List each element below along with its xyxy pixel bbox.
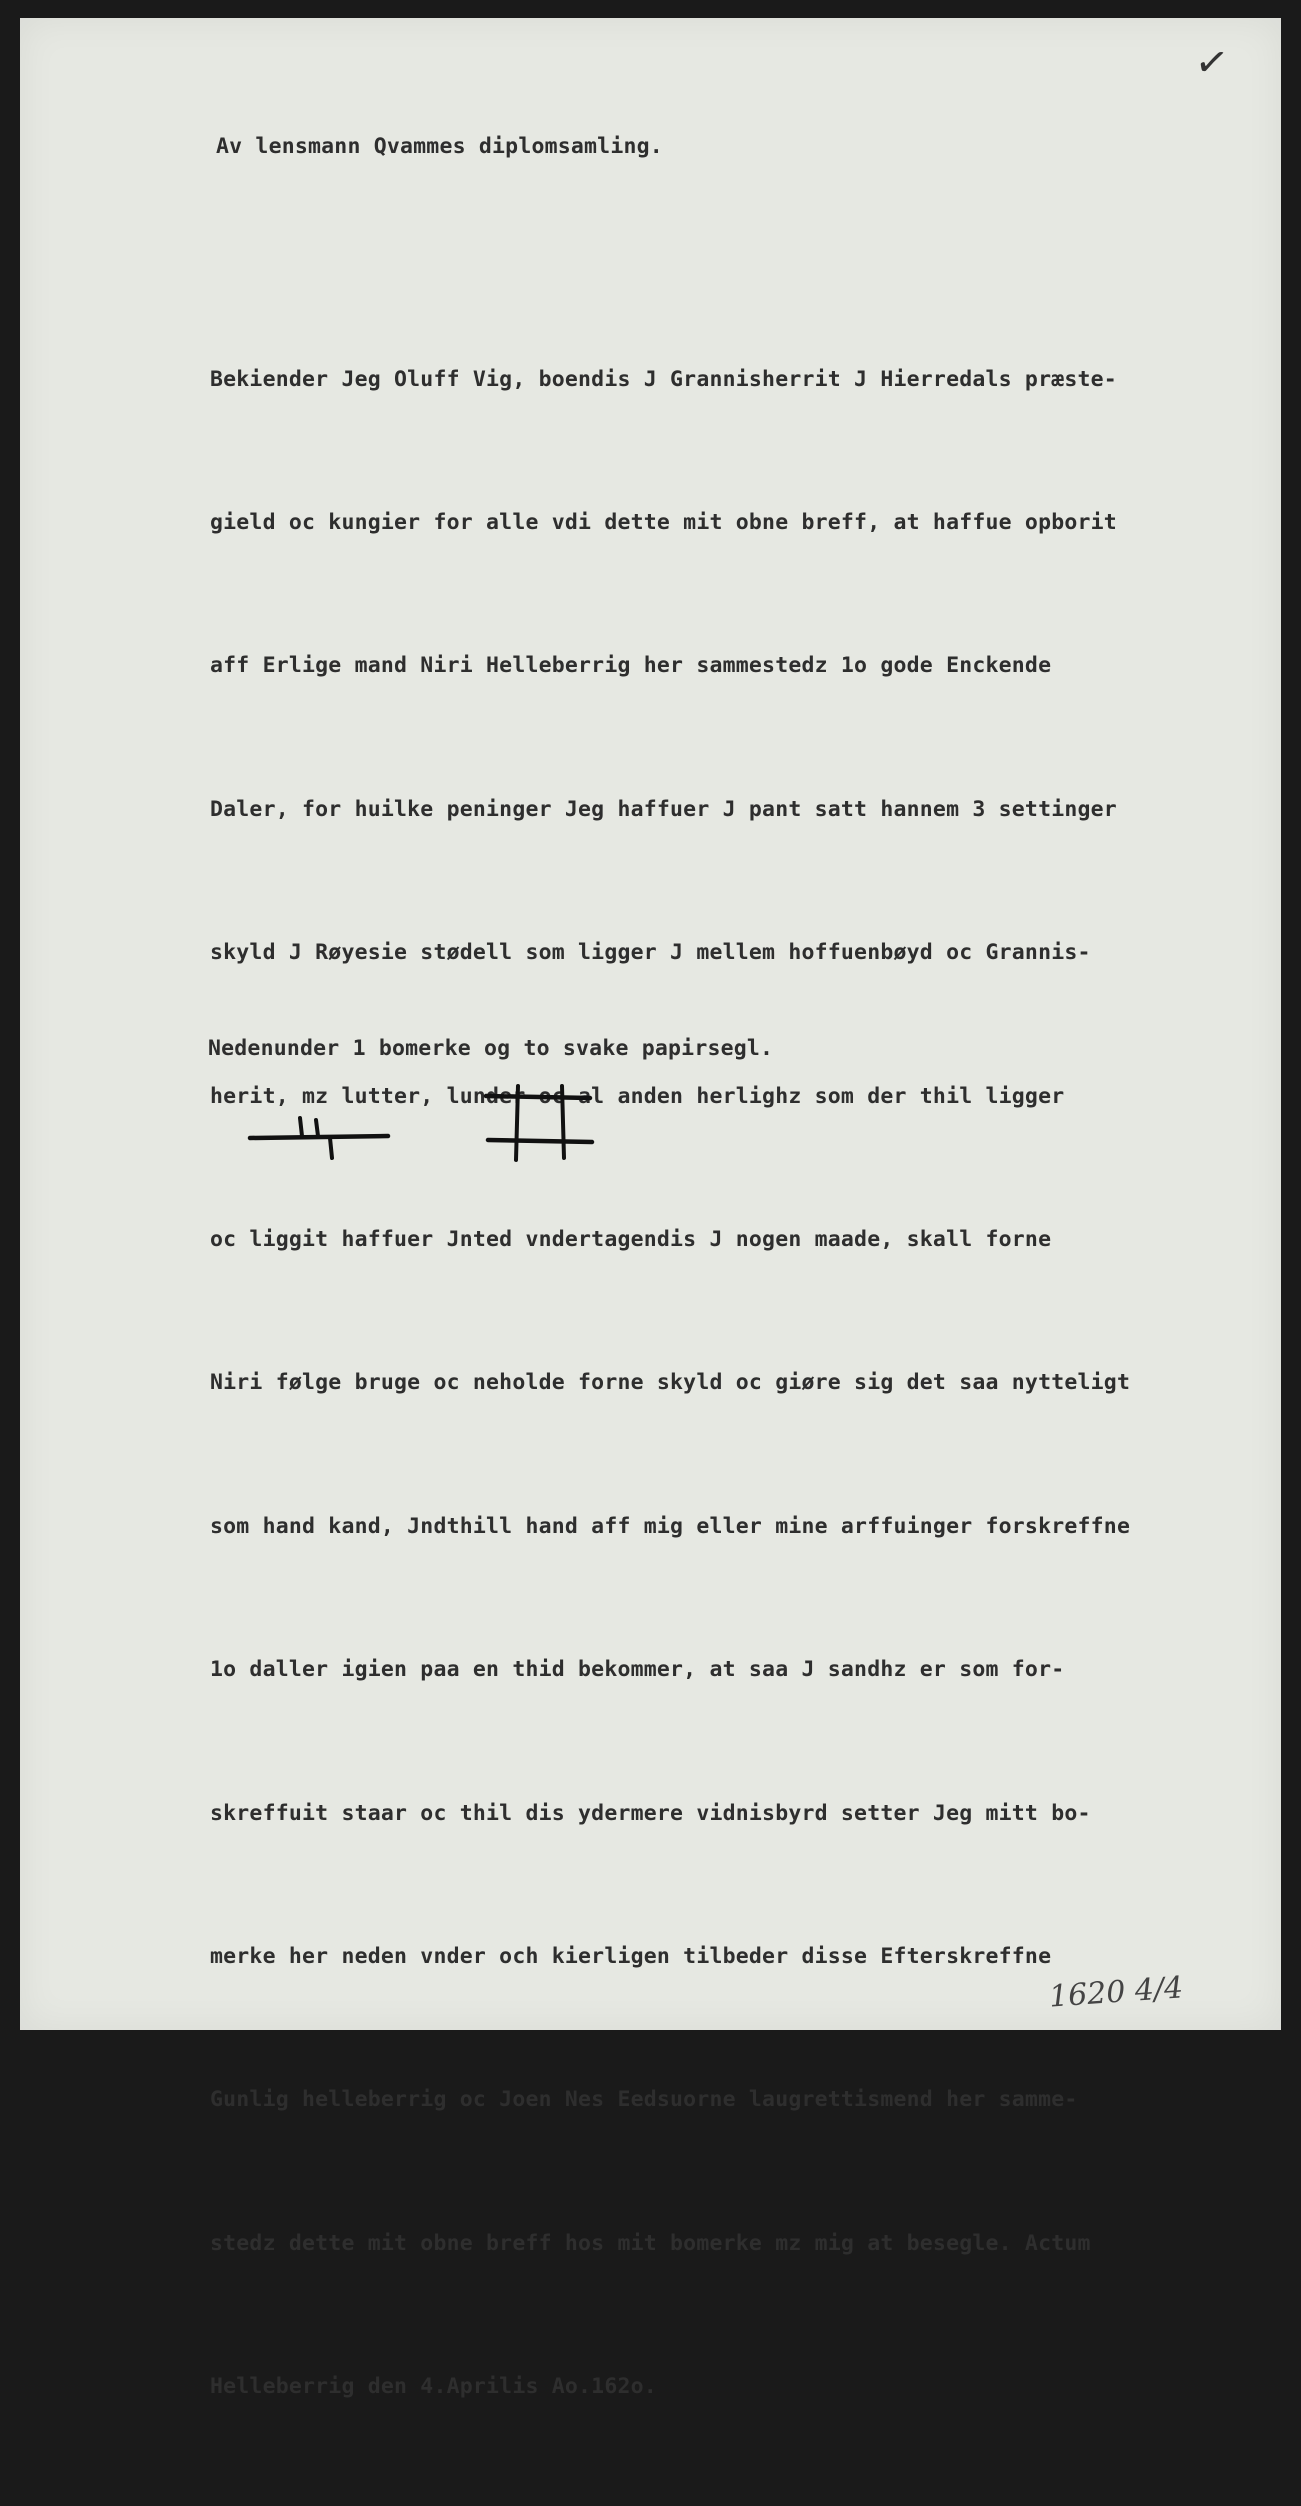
checkmark-annotation: ✓ bbox=[1192, 37, 1233, 89]
letter-line: Bekiender Jeg Oluff Vig, boendis J Grannisherrit J Hierredals præste- bbox=[210, 366, 1117, 392]
letter-line: gield oc kungier for alle vdi dette mit obne breff, at haffue opborit bbox=[210, 509, 1117, 535]
house-mark-left bbox=[246, 1098, 416, 1168]
letter-line: Daler, for huilke peninger Jeg haffuer J pant satt hannem 3 settinger bbox=[210, 796, 1117, 822]
letter-line: aff Erlige mand Niri Helleberrig her sammestedz 1o gode Enckende bbox=[210, 653, 1052, 679]
letter-line: Gunlig helleberrig oc Joen Nes Eedsuorne laugrettismend her samme- bbox=[210, 2087, 1078, 2113]
letter-line: skyld J Røyesie stødell som ligger J mellem hoffuenbøyd oc Grannis- bbox=[210, 940, 1091, 966]
letter-line: som hand kand, Jndthill hand aff mig eller mine arffuinger forskreffne bbox=[210, 1513, 1131, 1539]
letter-line: 1o daller igien paa en thid bekommer, at saa J sandhz er som for- bbox=[210, 1657, 1065, 1683]
letter-line: merke her neden vnder och kierligen tilbeder disse Efterskreffne bbox=[210, 1943, 1052, 1969]
letter-line: herit, mz lutter, lunder oc al anden herlighz som der thil ligger bbox=[210, 1083, 1065, 1109]
letter-line: skreffuit staar oc thil dis ydermere vidnisbyrd setter Jeg mitt bo- bbox=[210, 1800, 1091, 1826]
letter-line: oc liggit haffuer Jnted vndertagendis J nogen maade, skall forne bbox=[210, 1226, 1052, 1252]
house-mark-right bbox=[482, 1082, 622, 1182]
letter-body bbox=[210, 260, 1130, 2506]
letter-line: stedz dette mit obne breff hos mit bomerke mz mig at besegle. Actum bbox=[210, 2230, 1091, 2256]
seal-footnote: Nedenunder 1 bomerke og to svake papirsegl. bbox=[208, 1036, 774, 1061]
document-page bbox=[20, 18, 1281, 2400]
letter-line: Helleberrig den 4.Aprilis Ao.162o. bbox=[210, 2374, 657, 2400]
handwritten-date: 1620 4/4 bbox=[1047, 1970, 1185, 2015]
document-heading: Av lensmann Qvammes diplomsamling. bbox=[216, 134, 663, 159]
letter-line: Niri følge bruge oc neholde forne skyld oc giøre sig det saa nytteligt bbox=[210, 1370, 1131, 1396]
